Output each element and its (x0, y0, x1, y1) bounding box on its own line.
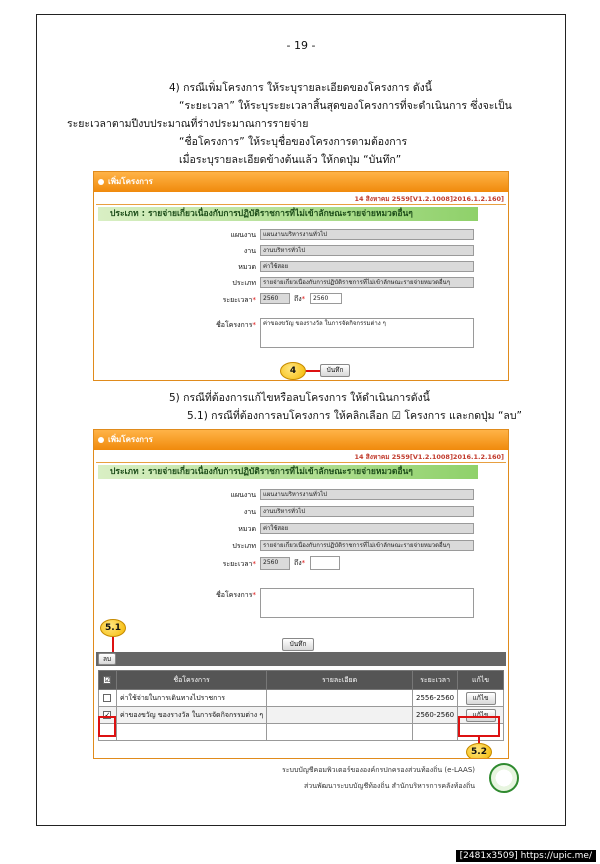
category-label-2: หมวด (238, 525, 256, 533)
page-number: - 19 - (286, 39, 316, 52)
plan-label: แผนงาน (230, 231, 256, 239)
row-checkbox[interactable] (103, 694, 111, 702)
work-field: งานบริหารทั่วไป (260, 245, 474, 256)
version-info-2: 14 สิงหาคม 2559[V1.2.1008]2016.1.2.160] (354, 453, 504, 461)
instruction-item-5: 5) กรณีที่ต้องการแก้ไขหรือลบโครงการ ให้ดำเนินการดังนี้ (169, 392, 430, 404)
callout-step-5-2: 5.2 (466, 743, 492, 759)
plan-field: แผนงานบริหารงานทั่วไป (260, 229, 474, 240)
footer-line-1: ระบบบัญชีคอมพิวเตอร์ขององค์กรปกครองส่วนท้องถิ่น (e-LAAS) (281, 766, 475, 774)
project-name-textarea[interactable]: ค่าของขวัญ ของรางวัล ในการจัดกิจกรรมต่าง ๆ (260, 318, 474, 348)
window-title: เพิ่มโครงการ (94, 172, 508, 192)
document-page (36, 14, 566, 826)
instruction-save: เมื่อระบุรายละเอียดข้างต้นแล้ว ให้กดปุ่ม “บันทึก” (179, 154, 402, 166)
delete-button[interactable]: ลบ (98, 653, 116, 665)
image-watermark: [2481x3509] https://upic.me/ (456, 850, 596, 862)
work-label-2: งาน (243, 508, 256, 516)
row-detail (267, 690, 413, 707)
period-label: ระยะเวลา (222, 296, 253, 304)
period-to-label-2: ถึง (294, 559, 302, 567)
work-field-2: งานบริหารทั่วไป (260, 506, 474, 517)
category-banner-2: ประเภท : รายจ่ายเกี่ยวเนื่องกับการปฏิบัติราชการที่ไม่เข้าลักษณะรายจ่ายหมวดอื่นๆ (98, 465, 478, 479)
period-to-label: ถึง (294, 295, 302, 303)
table-row-empty (99, 724, 504, 741)
type-field-2: รายจ่ายเกี่ยวเนื่องกับการปฏิบัติราชการที่ไม่เข้าลักษณะรายจ่ายหมวดอื่นๆ (260, 540, 474, 551)
col-project-name: ชื่อโครงการ (116, 671, 266, 690)
row-project-name: ค่าใช้จ่ายในการเดินทางไปราชการ (116, 690, 266, 707)
footer-line-2: ส่วนพัฒนาระบบบัญชีท้องถิ่น สำนักบริหารการคลังท้องถิ่น (303, 782, 475, 790)
table-row (99, 707, 504, 724)
row-project-name: ค่าของขวัญ ของรางวัล ในการจัดกิจกรรมต่าง ๆ (116, 707, 266, 724)
instruction-item-5-1: 5.1) กรณีที่ต้องการลบโครงการ ให้คลิกเลือก ☑ โครงการ และกดปุ่ม “ลบ” (187, 410, 522, 422)
save-button-2[interactable]: บันทึก (282, 638, 314, 651)
work-label: งาน (243, 247, 256, 255)
plan-field-2: แผนงานบริหารงานทั่วไป (260, 489, 474, 500)
project-name-label: ชื่อโครงการ (215, 321, 253, 329)
period-to-input-2[interactable] (310, 556, 340, 570)
highlight-edit-button (458, 716, 500, 737)
instruction-period-cont: ระยะเวลาตามปีงบประมาณที่ร่างประมาณการรายจ่าย (67, 118, 309, 130)
screenshot-delete-project: เพิ่มโครงการ 14 สิงหาคม 2559[V1.2.1008]2016.1.2.160] ประเภท : รายจ่ายเกี่ยวเนื่องกับการปฏิบัติราชการที่ไม่เข้าลักษณะรายจ่ายหมวดอื่นๆ แผนงาน แผนงานบริหารงานทั่วไป งาน งานบริหารทั่วไป หมวด ค่าใช้สอย ประเภท รายจ่ายเกี่ยวเนื่องกับการปฏิบัติราชการที่ไม่เข้าลักษณะรายจ่ายหมวดอื่นๆ ระยะเวลา* 2560 ถึง* ชื่อโครงการ* บันทึก 5.1 ลบ ☑ ชื่อโครงการ รายละเอียด ระยะเวลา แก้ไข ค่าใช้จ่ายในการเดินทางไปราชการ 2556-2560 แก้ไข ✓ ค่าของขวัญ ของรางวัล ในการจัดกิจกรรมต่าง ๆ 2560-2560 แก้ไข 5.2 (93, 429, 509, 759)
instruction-project-name: “ชื่อโครงการ” ให้ระบุชื่อของโครงการตามต้องการ (179, 136, 408, 148)
plan-label-2: แผนงาน (230, 491, 256, 499)
project-name-label-2: ชื่อโครงการ (215, 591, 253, 599)
row-period: 2556-2560 (412, 690, 457, 707)
category-field-2: ค่าใช้สอย (260, 523, 474, 534)
callout-step-4: 4 (280, 362, 306, 380)
select-all-header[interactable] (99, 671, 117, 690)
type-field: รายจ่ายเกี่ยวเนื่องกับการปฏิบัติราชการที่ไม่เข้าลักษณะรายจ่ายหมวดอื่นๆ (260, 277, 474, 288)
type-label-2: ประเภท (232, 542, 256, 550)
edit-button-highlighted[interactable]: แก้ไข (466, 709, 496, 722)
project-name-textarea-2[interactable] (260, 588, 474, 618)
highlight-checkbox (98, 716, 116, 737)
col-detail: รายละเอียด (267, 671, 413, 690)
col-edit: แก้ไข (458, 671, 504, 690)
department-logo-icon (489, 763, 519, 793)
version-info: 14 สิงหาคม 2559[V1.2.1008]2016.1.2.160] (354, 195, 504, 203)
period-to-input[interactable]: 2560 (310, 293, 342, 304)
row-detail (267, 707, 413, 724)
category-label: หมวด (238, 263, 256, 271)
type-label: ประเภท (232, 279, 256, 287)
save-button[interactable]: บันทึก (320, 364, 350, 377)
table-row (99, 690, 504, 707)
callout-step-5-1: 5.1 (100, 619, 126, 637)
screenshot-add-project: เพิ่มโครงการ 14 สิงหาคม 2559[V1.2.1008]2016.1.2.160] ประเภท : รายจ่ายเกี่ยวเนื่องกับการปฏิบัติราชการที่ไม่เข้าลักษณะรายจ่ายหมวดอื่นๆ แผนงาน แผนงานบริหารงานทั่วไป งาน งานบริหารทั่วไป หมวด ค่าใช้สอย ประเภท รายจ่ายเกี่ยวเนื่องกับการปฏิบัติราชการที่ไม่เข้าลักษณะรายจ่ายหมวดอื่นๆ ระยะเวลา* 2560 ถึง* 2560 ชื่อโครงการ* ค่าของขวัญ ของรางวัล ในการจัดกิจกรรมต่าง ๆ 4 บันทึก (93, 171, 509, 381)
row-checkbox-checked[interactable]: ✓ (104, 711, 111, 719)
table-toolbar (96, 652, 506, 666)
edit-button[interactable]: แก้ไข (466, 692, 496, 705)
period-from-select[interactable]: 2560 (260, 293, 290, 304)
col-period: ระยะเวลา (412, 671, 457, 690)
project-table (98, 670, 504, 741)
select-all-checkbox[interactable]: ☑ (104, 676, 111, 684)
period-from-select-2[interactable]: 2560 (260, 557, 290, 570)
period-label-2: ระยะเวลา (222, 560, 253, 568)
instruction-item-4: 4) กรณีเพิ่มโครงการ ให้ระบุรายละเอียดของโครงการ ดังนี้ (169, 82, 432, 94)
window-title-2: เพิ่มโครงการ (94, 430, 508, 450)
row-period: 2560-2560 (412, 707, 457, 724)
category-banner: ประเภท : รายจ่ายเกี่ยวเนื่องกับการปฏิบัติราชการที่ไม่เข้าลักษณะรายจ่ายหมวดอื่นๆ (98, 207, 478, 221)
instruction-period: “ระยะเวลา” ให้ระบุระยะเวลาสิ้นสุดของโครงการที่จะดำเนินการ ซึ่งจะเป็น (179, 100, 512, 112)
category-field: ค่าใช้สอย (260, 261, 474, 272)
